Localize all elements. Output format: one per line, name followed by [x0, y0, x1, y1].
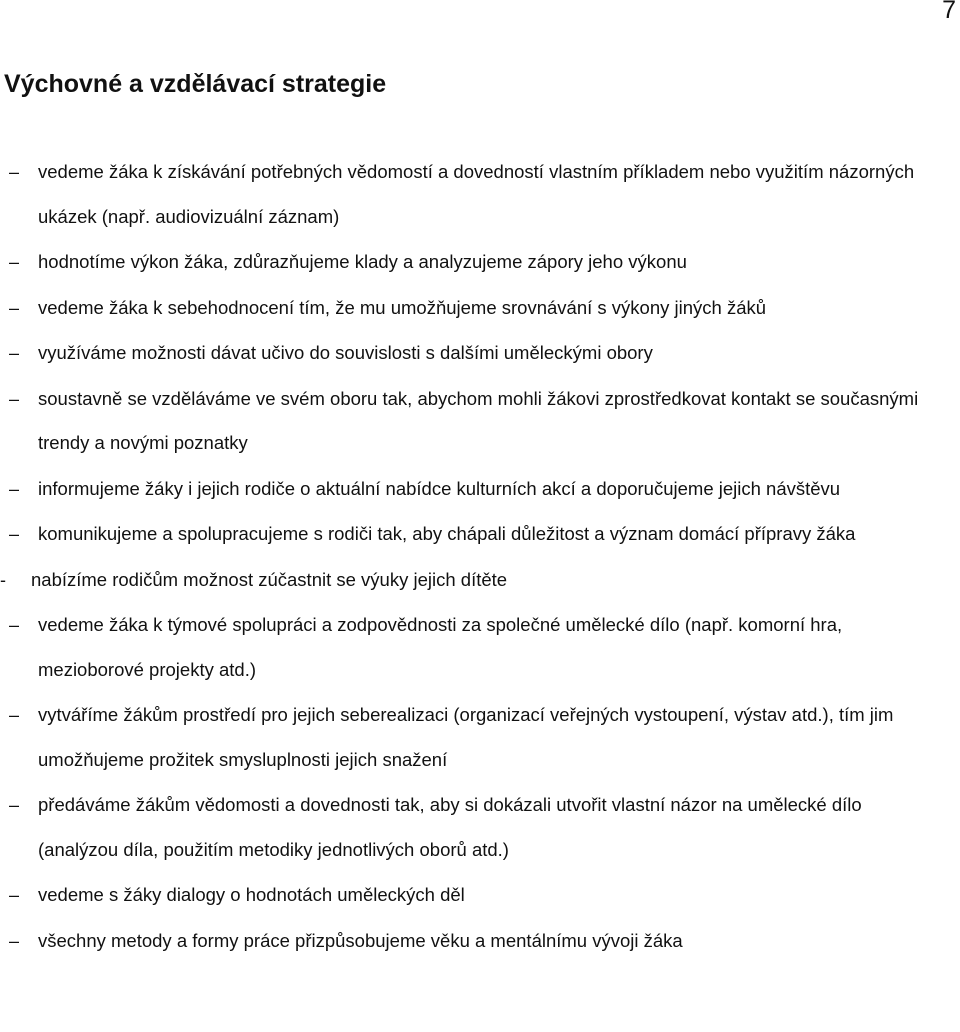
list-item: [0, 693, 938, 782]
hyphen-bullet-icon: -: [0, 569, 6, 590]
list-item: [0, 467, 938, 512]
dash-bullet-icon: –: [8, 885, 19, 905]
list-item: [0, 150, 938, 239]
list-item-text: využíváme možnosti dávat učivo do souvislosti s dalšími uměleckými obory: [38, 342, 653, 363]
list-item-text: informujeme žáky i jejich rodiče o aktuální nabídce kulturních akcí a doporučujeme jejich návštěvu: [38, 477, 841, 499]
list-item-text: soustavně se vzděláváme ve svém oboru tak, abychom mohli žákovi zprostředkovat kontakt se současnými trendy a novými poznatky: [38, 387, 919, 453]
dash-bullet-icon: –: [8, 388, 19, 409]
list-item: [0, 286, 938, 331]
dash-bullet-icon: –: [8, 343, 19, 363]
list-item-text: vytváříme žákům prostředí pro jejich seberealizaci (organizací veřejných vystoupení, výstav atd.), tím jim umožňujeme prožitek smysluplnosti jejich snažení: [38, 704, 894, 770]
list-item: [0, 919, 938, 964]
dash-bullet-icon: –: [8, 930, 19, 951]
list-item-text: hodnotíme výkon žáka, zdůrazňujeme klady a analyzujeme zápory jeho výkonu: [38, 251, 687, 272]
dash-bullet-icon: –: [8, 297, 19, 318]
list-item: [0, 558, 931, 603]
list-item-text: nabízíme rodičům možnost zúčastnit se výuky jejich dítěte: [31, 568, 508, 590]
list-item-text: komunikujeme a spolupracujeme s rodiči tak, aby chápali důležitost a význam domácí přípravy žáka: [38, 523, 856, 544]
list-item-text: předáváme žákům vědomosti a dovednosti tak, aby si dokázali utvořit vlastní názor na umělecké dílo (analýzou díla, použitím metodiky jednotlivých oborů atd.): [38, 794, 862, 860]
list-item: [0, 331, 938, 376]
dash-bullet-icon: –: [8, 252, 19, 272]
list-item-text: všechny metody a formy práce přizpůsobujeme věku a mentálnímu vývoji žáka: [38, 929, 683, 951]
list-item: [0, 783, 938, 872]
dash-bullet-icon: –: [8, 524, 19, 544]
dash-bullet-icon: –: [8, 705, 19, 725]
list-item-text: vedeme s žáky dialogy o hodnotách uměleckých děl: [38, 884, 465, 905]
list-item: [0, 377, 938, 466]
list-item-text: vedeme žáka k získávání potřebných vědomostí a dovedností vlastním příkladem nebo využitím názorných ukázek (např. audiovizuální záznam): [38, 161, 915, 227]
list-item-text: vedeme žáka k týmové spolupráci a zodpovědnosti za společné umělecké dílo (např. komorní hra, mezioborové projekty atd.): [38, 614, 843, 680]
strategy-list: [0, 150, 960, 963]
list-item: [0, 603, 938, 692]
dash-bullet-icon: –: [8, 615, 19, 635]
list-item-text: vedeme žáka k sebehodnocení tím, že mu umožňujeme srovnávání s výkony jiných žáků: [38, 296, 767, 318]
list-item: [0, 240, 938, 285]
dash-bullet-icon: –: [8, 162, 19, 182]
dash-bullet-icon: –: [8, 478, 19, 499]
list-item: [0, 512, 938, 557]
page-title: Výchovné a vzdělávací strategie: [4, 70, 387, 98]
page-number: 7: [942, 0, 956, 24]
list-item: [0, 873, 938, 918]
dash-bullet-icon: –: [8, 795, 19, 815]
